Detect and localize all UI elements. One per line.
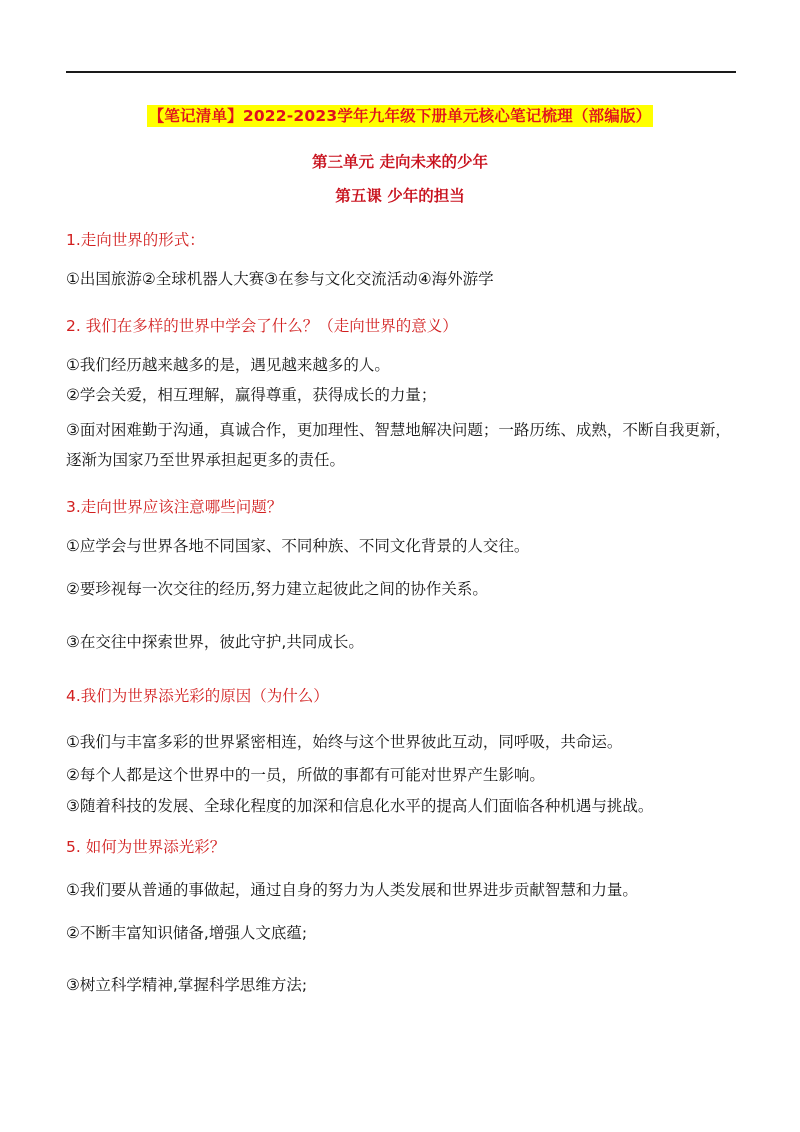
section-5-item-3: ③树立科学精神,掌握科学思维方法; (66, 976, 308, 994)
section-4-item-1: ①我们与丰富多彩的世界紧密相连，始终与这个世界彼此互动，同呼吸，共命运。 (66, 733, 623, 751)
section-5-item-2: ②不断丰富知识储备,增强人文底蕴; (66, 924, 308, 942)
section-2-item-3: ③面对困难勤于沟通，真诚合作，更加理性、智慧地解决问题；一路历练、成熟，不断自我更新，逐渐为国家乃至世界承担起更多的责任。 (66, 421, 731, 469)
section-4-item-3: ③随着科技的发展、全球化程度的加深和信息化水平的提高人们面临各种机遇与挑战。 (66, 797, 654, 815)
section-5-item-1: ①我们要从普通的事做起，通过自身的努力为人类发展和世界进步贡献智慧和力量。 (66, 881, 638, 899)
section-3-item-2: ②要珍视每一次交往的经历,努力建立起彼此之间的协作关系。 (66, 580, 488, 598)
section-heading-5: 5. 如何为世界添光彩？ (66, 838, 226, 856)
section-heading-1: 1.走向世界的形式： (66, 231, 205, 249)
section-3-item-3: ③在交往中探索世界，彼此守护,共同成长。 (66, 633, 364, 651)
section-2-item-1: ①我们经历越来越多的是，遇见越来越多的人。 (66, 356, 390, 374)
section-4-item-2: ②每个人都是这个世界中的一员，所做的事都有可能对世界产生影响。 (66, 766, 545, 784)
top-rule (66, 71, 736, 73)
section-3-item-1: ①应学会与世界各地不同国家、不同种族、不同文化背景的人交往。 (66, 537, 530, 555)
document-banner (0, 104, 800, 126)
banner-text: 【笔记清单】2022-2023学年九年级下册单元核心笔记梳理（部编版） (148, 107, 652, 125)
section-1-item-1: ①出国旅游②全球机器人大赛③在参与文化交流活动④海外游学 (66, 270, 494, 288)
unit-title: 第三单元 走向未来的少年 (312, 153, 488, 171)
section-heading-4: 4.我们为世界添光彩的原因（为什么） (66, 687, 329, 705)
section-heading-2: 2. 我们在多样的世界中学会了什么？（走向世界的意义） (66, 317, 458, 335)
lesson-title: 第五课 少年的担当 (335, 187, 465, 205)
section-heading-3: 3.走向世界应该注意哪些问题？ (66, 498, 283, 516)
section-2-item-2: ②学会关爱，相互理解，赢得尊重，获得成长的力量； (66, 386, 437, 404)
